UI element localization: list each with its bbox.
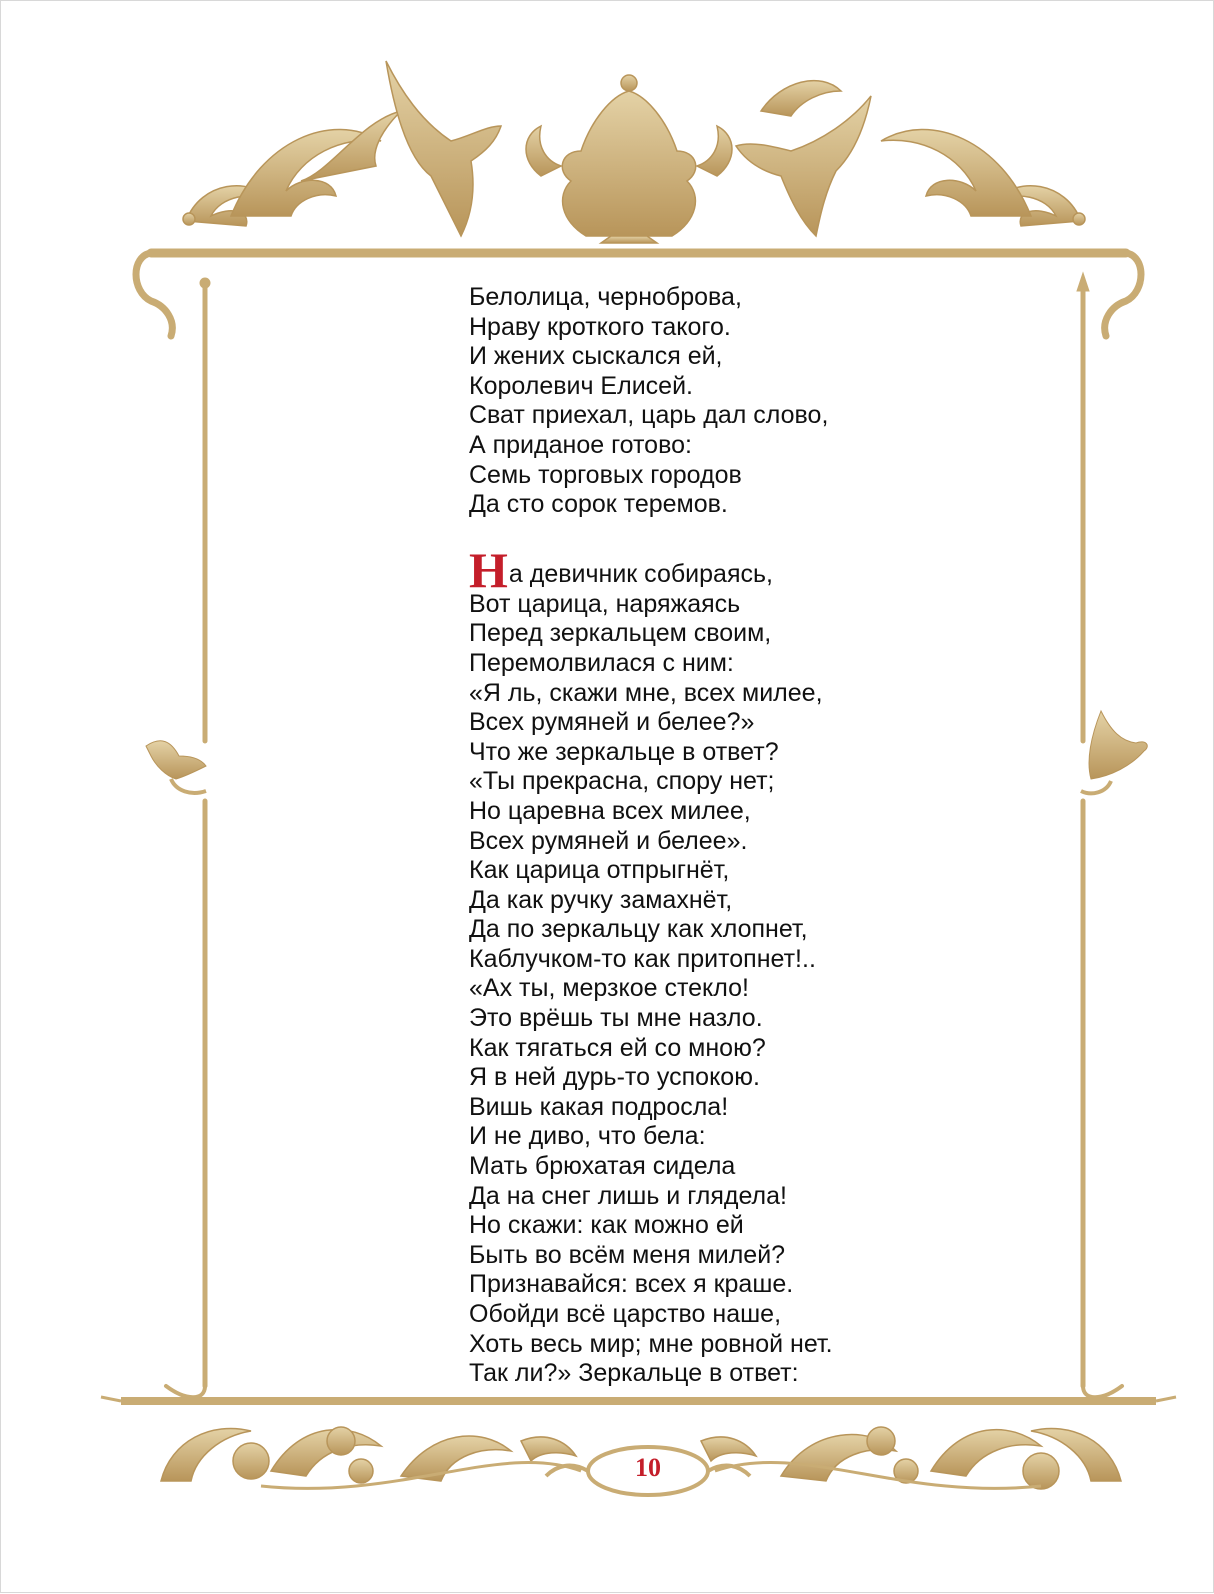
poem-line: Но царевна всех милее, — [469, 796, 751, 825]
poem-line: Я в ней дурь-то успокою. — [469, 1063, 760, 1092]
poem-line: Перемолвилася с ним: — [469, 648, 734, 677]
poem-line: Всех румяней и белее?» — [469, 708, 755, 737]
poem-line: Быть во всём меня милей? — [469, 1240, 786, 1269]
poem-line: Сват приехал, царь дал слово, — [469, 401, 829, 430]
stanza-1 — [469, 283, 1029, 520]
poem-line: Да как ручку замахнёт, — [469, 885, 733, 914]
page-number: 10 — [635, 1453, 661, 1482]
right-bird-icon — [1081, 711, 1147, 793]
left-top-bird — [386, 61, 501, 236]
right-side-rod — [1077, 273, 1122, 1397]
poem-line: Хоть весь мир; мне ровной нет. — [469, 1329, 833, 1358]
top-ornament-birds-urn — [183, 61, 1085, 243]
poem-line: Семь торговых городов — [469, 460, 742, 489]
drop-cap-letter: Н — [469, 541, 508, 598]
poem-line: Каблучком-то как притопнет!.. — [469, 944, 816, 973]
left-bird-icon — [146, 741, 206, 793]
poem-line: Всех румяней и белее». — [469, 826, 748, 855]
poem-line: Обойди всё царство наше, — [469, 1300, 782, 1328]
poem-line: Что же зеркальце в ответ? — [469, 737, 779, 766]
poem-line: Нраву кроткого такого. — [469, 312, 731, 341]
poem-line: А приданое готово: — [469, 430, 692, 459]
poem-line: Мать брюхатая сидела — [469, 1152, 736, 1181]
poem-line: «Ты прекрасна, спору нет; — [469, 767, 775, 796]
poem-line: Но скажи: как можно ей — [469, 1211, 744, 1240]
stanza-2 — [469, 541, 1029, 1389]
poem-line: И не диво, что бела: — [469, 1122, 706, 1151]
poem-line: Вишь какая подросла! — [469, 1092, 729, 1121]
stanza-2-first-line — [469, 541, 1029, 598]
central-urn — [562, 91, 695, 236]
poem-line: «Я ль, скажи мне, всех милее, — [469, 678, 823, 707]
poem-line: Да по зеркальцу как хлопнет, — [469, 915, 808, 944]
poem-line: Вот царица, наряжаясь — [469, 589, 741, 618]
poem-line: Да сто сорок теремов. — [469, 490, 728, 519]
poem-line: «Ах ты, мерзкое стекло! — [469, 974, 749, 1003]
first-line-rest: а девичник собираясь, — [508, 559, 773, 588]
left-side-rod — [166, 278, 210, 1397]
poem-line: Это врёшь ты мне назло. — [469, 1004, 763, 1033]
poem-line: И жених сыскался ей, — [469, 342, 723, 371]
poem-line: Белолица, черноброва, — [469, 283, 742, 311]
poem-line: Как царица отпрыгнёт, — [469, 856, 730, 885]
poem-line: Признавайся: всех я краше. — [469, 1270, 794, 1299]
poem-line: Королевич Елисей. — [469, 371, 693, 400]
poem-text — [469, 283, 1029, 1389]
bottom-frame-bar — [101, 1397, 1176, 1401]
right-top-bird — [736, 96, 871, 236]
poem-line: Так ли?» Зеркальце в ответ: — [469, 1359, 799, 1388]
poem-line: Да на снег лишь и глядела! — [469, 1181, 787, 1210]
poem-line: Как тягаться ей со мною? — [469, 1033, 766, 1062]
poem-line: Перед зеркальцем своим, — [469, 619, 772, 648]
